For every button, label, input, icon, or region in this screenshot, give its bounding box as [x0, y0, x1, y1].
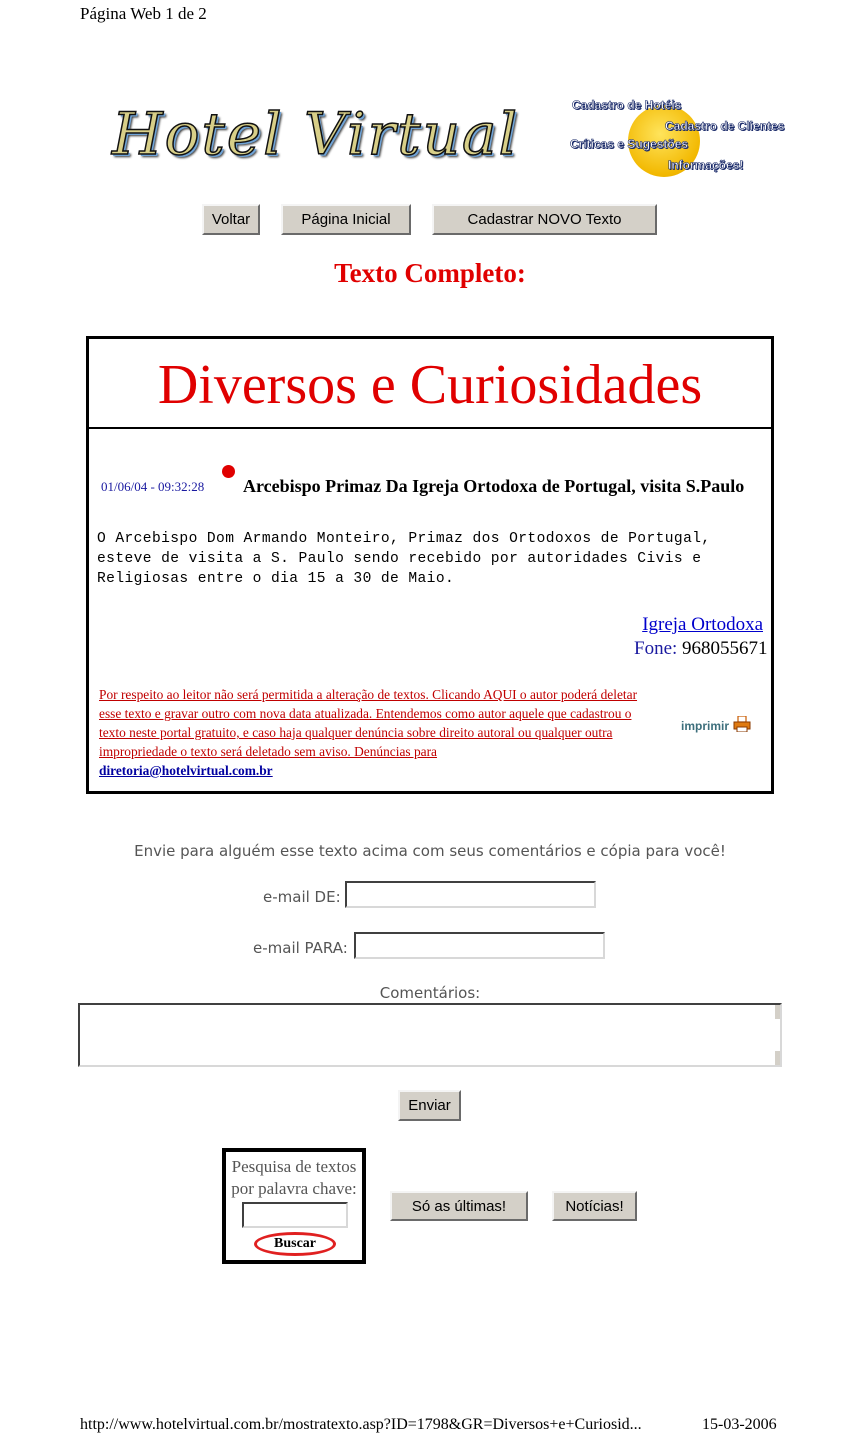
home-button[interactable]: Página Inicial [281, 204, 411, 235]
article-category: Diversos e Curiosidades [89, 339, 771, 429]
new-text-button[interactable]: Cadastrar NOVO Texto [432, 204, 657, 235]
copyright-notice[interactable] [99, 685, 659, 780]
share-title: Envie para alguém esse texto acima com seus comentários e cópia para você! [134, 842, 726, 860]
scrollbar-up-arrow[interactable] [775, 1005, 780, 1019]
email-from-label: e-mail DE: [263, 888, 341, 906]
hotel-virtual-logo[interactable]: Hotel Virtual [112, 100, 520, 168]
nav-link-criticas-sugestoes[interactable]: Críticas e Sugestões [570, 137, 689, 151]
phone-row [634, 638, 768, 660]
article-headline: Arcebispo Primaz Da Igreja Ortodoxa de Portugal, visita S.Paulo [243, 476, 745, 496]
search-button[interactable]: Buscar [254, 1232, 336, 1256]
print-link[interactable]: imprimir [681, 719, 730, 733]
notice-text[interactable]: Por respeito ao leitor não será permitida a alteração de textos. Clicando AQUI o autor poderá deletar esse texto e gravar outro com nova data atualizada. Entendemos como autor aquele que cadastrou o texto neste portal gratuito, e caso haja qualquer denúncia sobre direito autoral ou qualquer outra impropriedade o texto será deletado sem aviso. Denúncias para [99, 687, 638, 759]
latest-button[interactable]: Só as últimas! [390, 1191, 528, 1221]
print-footer-url: http://www.hotelvirtual.com.br/mostratexto.asp?ID=1798&GR=Diversos+e+Curiosid... [80, 1416, 642, 1433]
scrollbar-down-arrow[interactable] [775, 1051, 780, 1065]
search-label: Pesquisa de textos por palavra chave: [231, 1157, 357, 1198]
nav-link-informacoes[interactable]: Informações! [668, 158, 744, 172]
print-footer-date: 15-03-2006 [702, 1416, 777, 1433]
phone-number: 968055671 [682, 638, 768, 659]
comments-label: Comentários: [379, 984, 481, 1002]
red-dot-icon [222, 465, 235, 478]
email-to-label: e-mail PARA: [253, 939, 348, 957]
nav-link-cadastro-hoteis[interactable]: Cadastro de Hotéis [572, 98, 682, 112]
send-button[interactable]: Enviar [398, 1090, 461, 1121]
notice-email-link[interactable]: diretoria@hotelvirtual.com.br [99, 763, 273, 778]
news-button[interactable]: Notícias! [552, 1191, 637, 1221]
article-box [86, 336, 774, 794]
article-datetime: 01/06/04 - 09:32:28 [101, 479, 205, 494]
print-page-header: Página Web 1 de 2 [80, 4, 207, 23]
email-from-input[interactable] [345, 881, 596, 908]
nav-link-group [560, 96, 790, 186]
keyword-search-box [222, 1148, 366, 1264]
search-input[interactable] [242, 1202, 348, 1228]
print-icon[interactable] [733, 716, 751, 732]
source-link[interactable]: Igreja Ortodoxa [642, 614, 763, 635]
nav-link-cadastro-clientes[interactable]: Cadastro de Clientes [665, 119, 785, 133]
back-button[interactable]: Voltar [202, 204, 260, 235]
email-to-input[interactable] [354, 932, 605, 959]
comments-textarea[interactable] [78, 1003, 782, 1067]
phone-label: Fone: [634, 638, 678, 659]
article-body: O Arcebispo Dom Armando Monteiro, Primaz dos Ortodoxos de Portugal, esteve de visita a S. Paulo sendo recebido por autoridades Civis e Religiosas entre o dia 15 a 30 de Maio. [97, 531, 711, 587]
page-title: Texto Completo: [334, 258, 526, 288]
